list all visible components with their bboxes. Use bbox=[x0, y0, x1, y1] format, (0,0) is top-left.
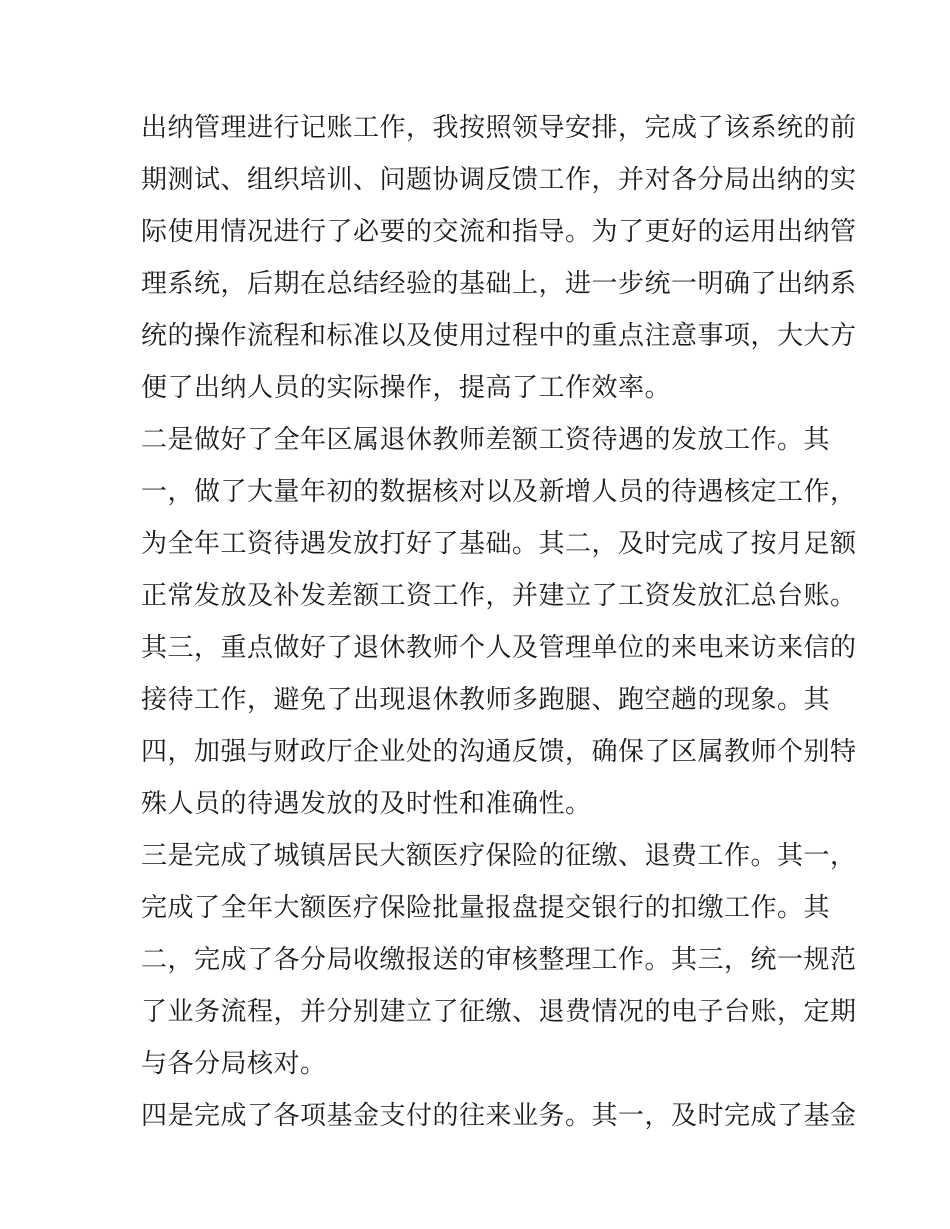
text-line: 其三，重点做好了退休教师个人及管理单位的来电来访来信的 bbox=[141, 633, 857, 663]
text-line: 与各分局核对。 bbox=[141, 1049, 327, 1079]
text-line: 期测试、组织培训、问题协调反馈工作，并对各分局出纳的实 bbox=[141, 165, 857, 195]
text-line: 际使用情况进行了必要的交流和指导。为了更好的运用出纳管 bbox=[141, 217, 857, 247]
text-line: 正常发放及补发差额工资工作，并建立了工资发放汇总台账。 bbox=[141, 581, 857, 611]
text-line: 二是做好了全年区属退休教师差额工资待遇的发放工作。其 bbox=[141, 425, 831, 455]
text-line: 二，完成了各分局收缴报送的审核整理工作。其三，统一规范 bbox=[141, 945, 857, 975]
text-line: 为全年工资待遇发放打好了基础。其二，及时完成了按月足额 bbox=[141, 529, 857, 559]
text-line: 接待工作，避免了出现退休教师多跑腿、跑空趟的现象。其 bbox=[141, 685, 831, 715]
text-line: 了业务流程，并分别建立了征缴、退费情况的电子台账，定期 bbox=[141, 997, 857, 1027]
text-line: 完成了全年大额医疗保险批量报盘提交银行的扣缴工作。其 bbox=[141, 893, 831, 923]
text-line: 三是完成了城镇居民大额医疗保险的征缴、退费工作。其一， bbox=[141, 841, 857, 871]
text-line: 便了出纳人员的实际操作，提高了工作效率。 bbox=[141, 373, 672, 403]
text-line: 出纳管理进行记账工作，我按照领导安排，完成了该系统的前 bbox=[141, 113, 857, 143]
text-line: 四，加强与财政厅企业处的沟通反馈，确保了区属教师个别特 bbox=[141, 737, 857, 767]
text-line: 一，做了大量年初的数据核对以及新增人员的待遇核定工作， bbox=[141, 477, 857, 507]
text-line: 殊人员的待遇发放的及时性和准确性。 bbox=[141, 789, 592, 819]
text-line: 统的操作流程和标准以及使用过程中的重点注意事项，大大方 bbox=[141, 321, 857, 351]
text-line: 四是完成了各项基金支付的往来业务。其一，及时完成了基金 bbox=[141, 1101, 857, 1131]
text-line: 理系统，后期在总结经验的基础上，进一步统一明确了出纳系 bbox=[141, 269, 857, 299]
